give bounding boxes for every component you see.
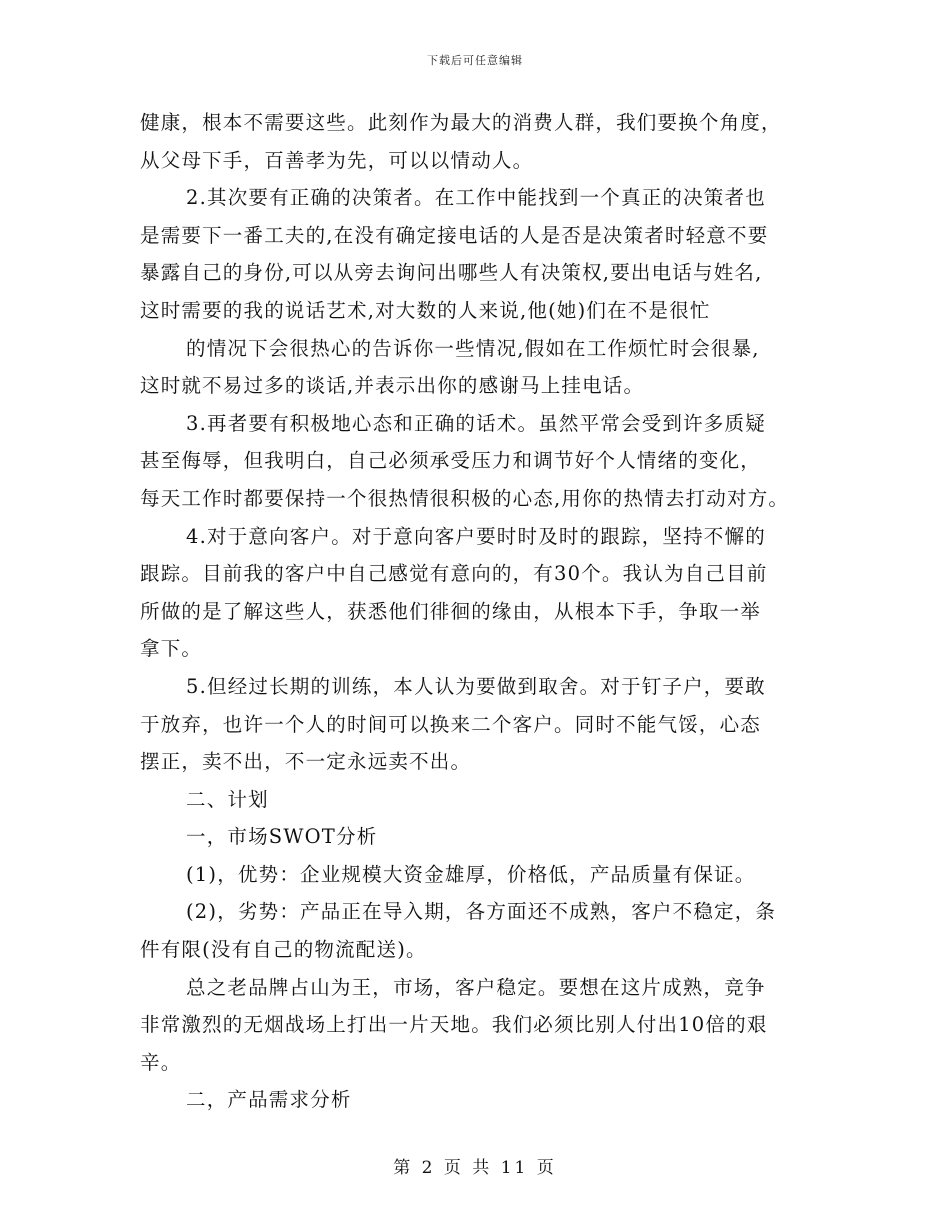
text-line: 每天工作时都要保持一个很热情很积极的心态,用你的热情去打动对方。 bbox=[140, 486, 790, 510]
text-line: 二，产品需求分析 bbox=[186, 1088, 352, 1112]
text-line: 暴露自己的身份,可以从旁去询问出哪些人有决策权,要出电话与姓名, bbox=[140, 261, 763, 285]
text-line: (2)，劣势：产品正在导入期，各方面还不成熟，客户不稳定，条 bbox=[186, 900, 777, 924]
text-line: 的情况下会很热心的告诉你一些情况,假如在工作烦忙时会很暴, bbox=[186, 336, 760, 360]
text-line: 所做的是了解这些人，获悉他们徘徊的缘由，从根本下手，争取一举 bbox=[140, 599, 762, 623]
text-line: 于放弃，也许一个人的时间可以换来二个客户。同时不能气馁，心态 bbox=[140, 712, 762, 736]
text-line: 是需要下一番工夫的,在没有确定接电话的人是否是决策者时轻意不要 bbox=[140, 223, 769, 247]
text-line: 非常激烈的无烟战场上打出一片天地。我们必须比别人付出10倍的艰 bbox=[140, 1013, 768, 1037]
text-line: 甚至侮辱，但我明白，自己必须承受压力和调节好个人情绪的变化， bbox=[140, 449, 762, 473]
text-line: 健康，根本不需要这些。此刻作为最大的消费人群，我们要换个角度， bbox=[140, 111, 782, 134]
text-line: 跟踪。目前我的客户中自己感觉有意向的，有30个。我认为自己目前 bbox=[140, 562, 768, 586]
text-line: 从父母下手，百善孝为先，可以以情动人。 bbox=[140, 148, 534, 172]
text-line: 2.其次要有正确的决策者。在工作中能找到一个真正的决策者也 bbox=[186, 186, 766, 210]
text-line: 摆正，卖不出，不一定永远卖不出。 bbox=[140, 750, 472, 774]
text-line: 辛。 bbox=[140, 1050, 182, 1074]
text-line: 二、计划 bbox=[186, 787, 269, 811]
text-line: 5.但经过长期的训练，本人认为要做到取舍。对于钉子户，要敢 bbox=[186, 674, 766, 698]
text-line: (1)，优势：企业规模大资金雄厚，价格低，产品质量有保证。 bbox=[186, 862, 756, 886]
text-line: 这时就不易过多的谈话,并表示出你的感谢马上挂电话。 bbox=[140, 374, 645, 398]
text-line: 一，市场SWOT分析 bbox=[186, 825, 378, 849]
page-header: 下载后可任意编辑 bbox=[427, 54, 523, 67]
text-line: 3.再者要有积极地心态和正确的话术。虽然平常会受到许多质疑 bbox=[186, 411, 766, 435]
text-line: 件有限(没有自己的物流配送)。 bbox=[140, 938, 427, 962]
page-footer: 第 2 页 共 11 页 bbox=[393, 1158, 557, 1178]
document-body bbox=[140, 104, 820, 1119]
text-line: 拿下。 bbox=[140, 637, 203, 661]
text-line: 这时需要的我的说话艺术,对大数的人来说,他(她)们在不是很忙 bbox=[140, 298, 711, 322]
text-line: 总之老品牌占山为王，市场，客户稳定。要想在这片成熟，竞争 bbox=[186, 975, 766, 999]
text-line: 4.对于意向客户。对于意向客户要时时及时的跟踪，坚持不懈的 bbox=[186, 524, 766, 548]
